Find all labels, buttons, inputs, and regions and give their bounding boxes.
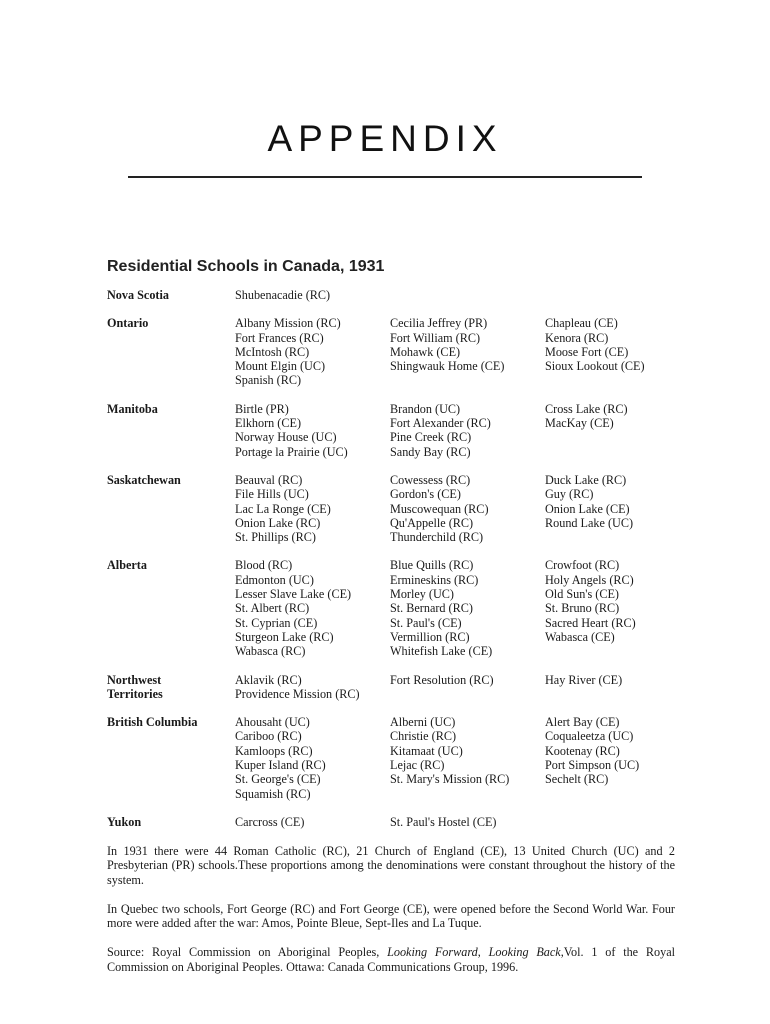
school-entry: Holy Angels (RC) <box>545 572 634 587</box>
schools-table <box>107 288 687 829</box>
source-separator: , <box>477 945 489 960</box>
school-entry: Alert Bay (CE) <box>545 715 620 730</box>
school-entry: Carcross (CE) <box>235 814 305 829</box>
school-entry: Kenora (RC) <box>545 330 609 345</box>
school-entry: St. Cyprian (CE) <box>235 615 318 630</box>
school-entry: Albany Mission (RC) <box>235 316 341 331</box>
school-entry: Cross Lake (RC) <box>545 401 628 416</box>
notes <box>107 844 675 974</box>
school-column <box>390 715 545 801</box>
school-entry: Cariboo (RC) <box>235 729 302 744</box>
school-entry: St. Mary's Mission (RC) <box>390 772 510 787</box>
school-entry: St. Paul's (CE) <box>390 615 462 630</box>
school-column <box>390 473 545 544</box>
school-entry: Beauval (RC) <box>235 472 303 487</box>
school-column <box>545 402 685 459</box>
school-column <box>235 558 390 658</box>
school-entry: Lesser Slave Lake (CE) <box>235 587 352 602</box>
province-name: Yukon <box>107 814 142 829</box>
school-entry: Norway House (UC) <box>235 430 337 445</box>
province-row <box>107 316 687 387</box>
school-column <box>235 316 390 387</box>
source-title-1: Looking Forward <box>387 945 478 960</box>
school-entry: Blue Quills (RC) <box>390 558 474 573</box>
school-entry: Brandon (UC) <box>390 401 461 416</box>
section-title: Residential Schools in Canada, 1931 <box>107 258 385 275</box>
school-entry: Ermineskins (RC) <box>390 572 479 587</box>
school-entry: Thunderchild (RC) <box>390 530 484 545</box>
school-entry: Providence Mission (RC) <box>235 686 360 701</box>
school-entry: Blood (RC) <box>235 558 293 573</box>
province-row <box>107 673 687 702</box>
school-column <box>545 558 685 658</box>
school-entry: Lejac (RC) <box>390 758 445 773</box>
school-entry: Fort William (RC) <box>390 330 481 345</box>
school-entry: Onion Lake (CE) <box>545 501 630 516</box>
province-row <box>107 473 687 544</box>
school-entry: Mohawk (CE) <box>390 344 461 359</box>
school-entry: Sandy Bay (RC) <box>390 444 471 459</box>
source-prefix: Source: Royal Commission on Aboriginal Peoples, <box>107 945 388 960</box>
school-entry: Ahousaht (UC) <box>235 715 310 730</box>
school-column <box>235 673 390 702</box>
school-entry: St. Albert (RC) <box>235 601 310 616</box>
province-name: Alberta <box>107 558 147 573</box>
school-entry: Crowfoot (RC) <box>545 558 620 573</box>
school-entry: Moose Fort (CE) <box>545 344 629 359</box>
heading-rule <box>128 176 642 178</box>
school-entry: Spanish (RC) <box>235 373 302 388</box>
note-quebec: In Quebec two schools, Fort George (RC) and Fort George (CE), were opened before the Second World War. Four more were added after the war: Amos, Pointe Bleue, Sept-Iles and La Tuque. <box>107 901 675 931</box>
school-entry: St. Phillips (RC) <box>235 530 316 545</box>
school-entry: Pine Creek (RC) <box>390 430 472 445</box>
province-name: Northwest Territories <box>107 672 163 701</box>
province-name: British Columbia <box>107 715 198 730</box>
school-column <box>235 402 390 459</box>
school-entry: Coqualeetza (UC) <box>545 729 634 744</box>
province-row <box>107 715 687 801</box>
school-entry: Fort Resolution (RC) <box>390 672 494 687</box>
school-entry: Lac La Ronge (CE) <box>235 501 331 516</box>
school-entry: St. George's (CE) <box>235 772 321 787</box>
school-entry: Port Simpson (UC) <box>545 758 640 773</box>
province-row <box>107 288 687 302</box>
school-entry: Edmonton (UC) <box>235 572 314 587</box>
province-name: Ontario <box>107 316 149 331</box>
school-entry: Sioux Lookout (CE) <box>545 359 645 374</box>
school-entry: St. Bernard (RC) <box>390 601 473 616</box>
school-entry: Kootenay (RC) <box>545 743 620 758</box>
school-entry: Guy (RC) <box>545 487 594 502</box>
page-heading: APPENDIX <box>267 118 503 159</box>
school-entry: Shubenacadie (RC) <box>235 288 331 302</box>
school-entry: Portage la Prairie (UC) <box>235 444 348 459</box>
school-entry: St. Paul's Hostel (CE) <box>390 814 497 829</box>
school-entry: Onion Lake (RC) <box>235 515 321 530</box>
school-entry: Elkhorn (CE) <box>235 416 302 431</box>
school-column <box>545 473 685 544</box>
school-entry: Vermillion (RC) <box>390 629 470 644</box>
school-entry: Birtle (PR) <box>235 401 289 416</box>
school-entry: Morley (UC) <box>390 587 454 602</box>
school-entry: Sturgeon Lake (RC) <box>235 629 334 644</box>
school-column <box>390 402 545 459</box>
province-row <box>107 815 687 829</box>
school-entry: MacKay (CE) <box>545 416 614 431</box>
school-entry: Fort Alexander (RC) <box>390 416 491 431</box>
province-name: Nova Scotia <box>107 288 169 302</box>
source-suffix: ,Vol. 1 of the Royal Commission on Aboriginal Peoples. Ottawa: Canada Communications Group, 1996. <box>107 945 676 974</box>
school-column <box>390 815 545 829</box>
school-column <box>390 288 545 302</box>
school-entry: Duck Lake (RC) <box>545 472 627 487</box>
school-entry: Christie (RC) <box>390 729 457 744</box>
school-entry: Whitefish Lake (CE) <box>390 644 493 659</box>
province-name: Saskatchewan <box>107 472 181 487</box>
school-entry: Squamish (RC) <box>235 786 311 801</box>
school-column <box>545 673 685 702</box>
school-entry: Kuper Island (RC) <box>235 758 326 773</box>
school-entry: Kamloops (RC) <box>235 743 313 758</box>
school-entry: Wabasca (RC) <box>235 644 306 659</box>
school-entry: Qu'Appelle (RC) <box>390 515 474 530</box>
school-entry: Aklavik (RC) <box>235 672 302 687</box>
school-column <box>545 316 685 387</box>
school-column <box>545 288 685 302</box>
school-entry: Sechelt (RC) <box>545 772 609 787</box>
school-column <box>390 558 545 658</box>
school-column <box>390 673 545 702</box>
note-denominations: In 1931 there were 44 Roman Catholic (RC), 21 Church of England (CE), 13 United Church (UC) and 2 Presbyterian (PR) schools.These proportions among the denominations were constant throughout the history of the system. <box>107 844 675 887</box>
school-entry: Cecilia Jeffrey (PR) <box>390 316 488 331</box>
school-entry: St. Bruno (RC) <box>545 601 620 616</box>
source-title-2: Looking Back <box>488 945 561 960</box>
school-entry: Shingwauk Home (CE) <box>390 359 505 374</box>
province-name: Manitoba <box>107 401 158 416</box>
note-source <box>107 945 675 974</box>
school-entry: Round Lake (UC) <box>545 515 634 530</box>
school-entry: Gordon's (CE) <box>390 487 461 502</box>
school-entry: Mount Elgin (UC) <box>235 359 326 374</box>
school-column <box>545 715 685 801</box>
school-column <box>235 473 390 544</box>
school-entry: McIntosh (RC) <box>235 344 310 359</box>
school-entry: Kitamaat (UC) <box>390 743 463 758</box>
school-entry: Wabasca (CE) <box>545 629 615 644</box>
school-entry: Old Sun's (CE) <box>545 587 619 602</box>
school-column <box>235 715 390 801</box>
school-entry: File Hills (UC) <box>235 487 309 502</box>
school-entry: Chapleau (CE) <box>545 316 618 331</box>
school-column <box>235 815 390 829</box>
school-column <box>545 815 685 829</box>
school-entry: Muscowequan (RC) <box>390 501 489 516</box>
school-entry: Fort Frances (RC) <box>235 330 324 345</box>
school-column <box>390 316 545 387</box>
school-column <box>235 288 390 302</box>
province-row <box>107 558 687 658</box>
province-row <box>107 402 687 459</box>
school-entry: Alberni (UC) <box>390 715 456 730</box>
school-entry: Sacred Heart (RC) <box>545 615 636 630</box>
school-entry: Hay River (CE) <box>545 672 623 687</box>
school-entry: Cowessess (RC) <box>390 472 471 487</box>
